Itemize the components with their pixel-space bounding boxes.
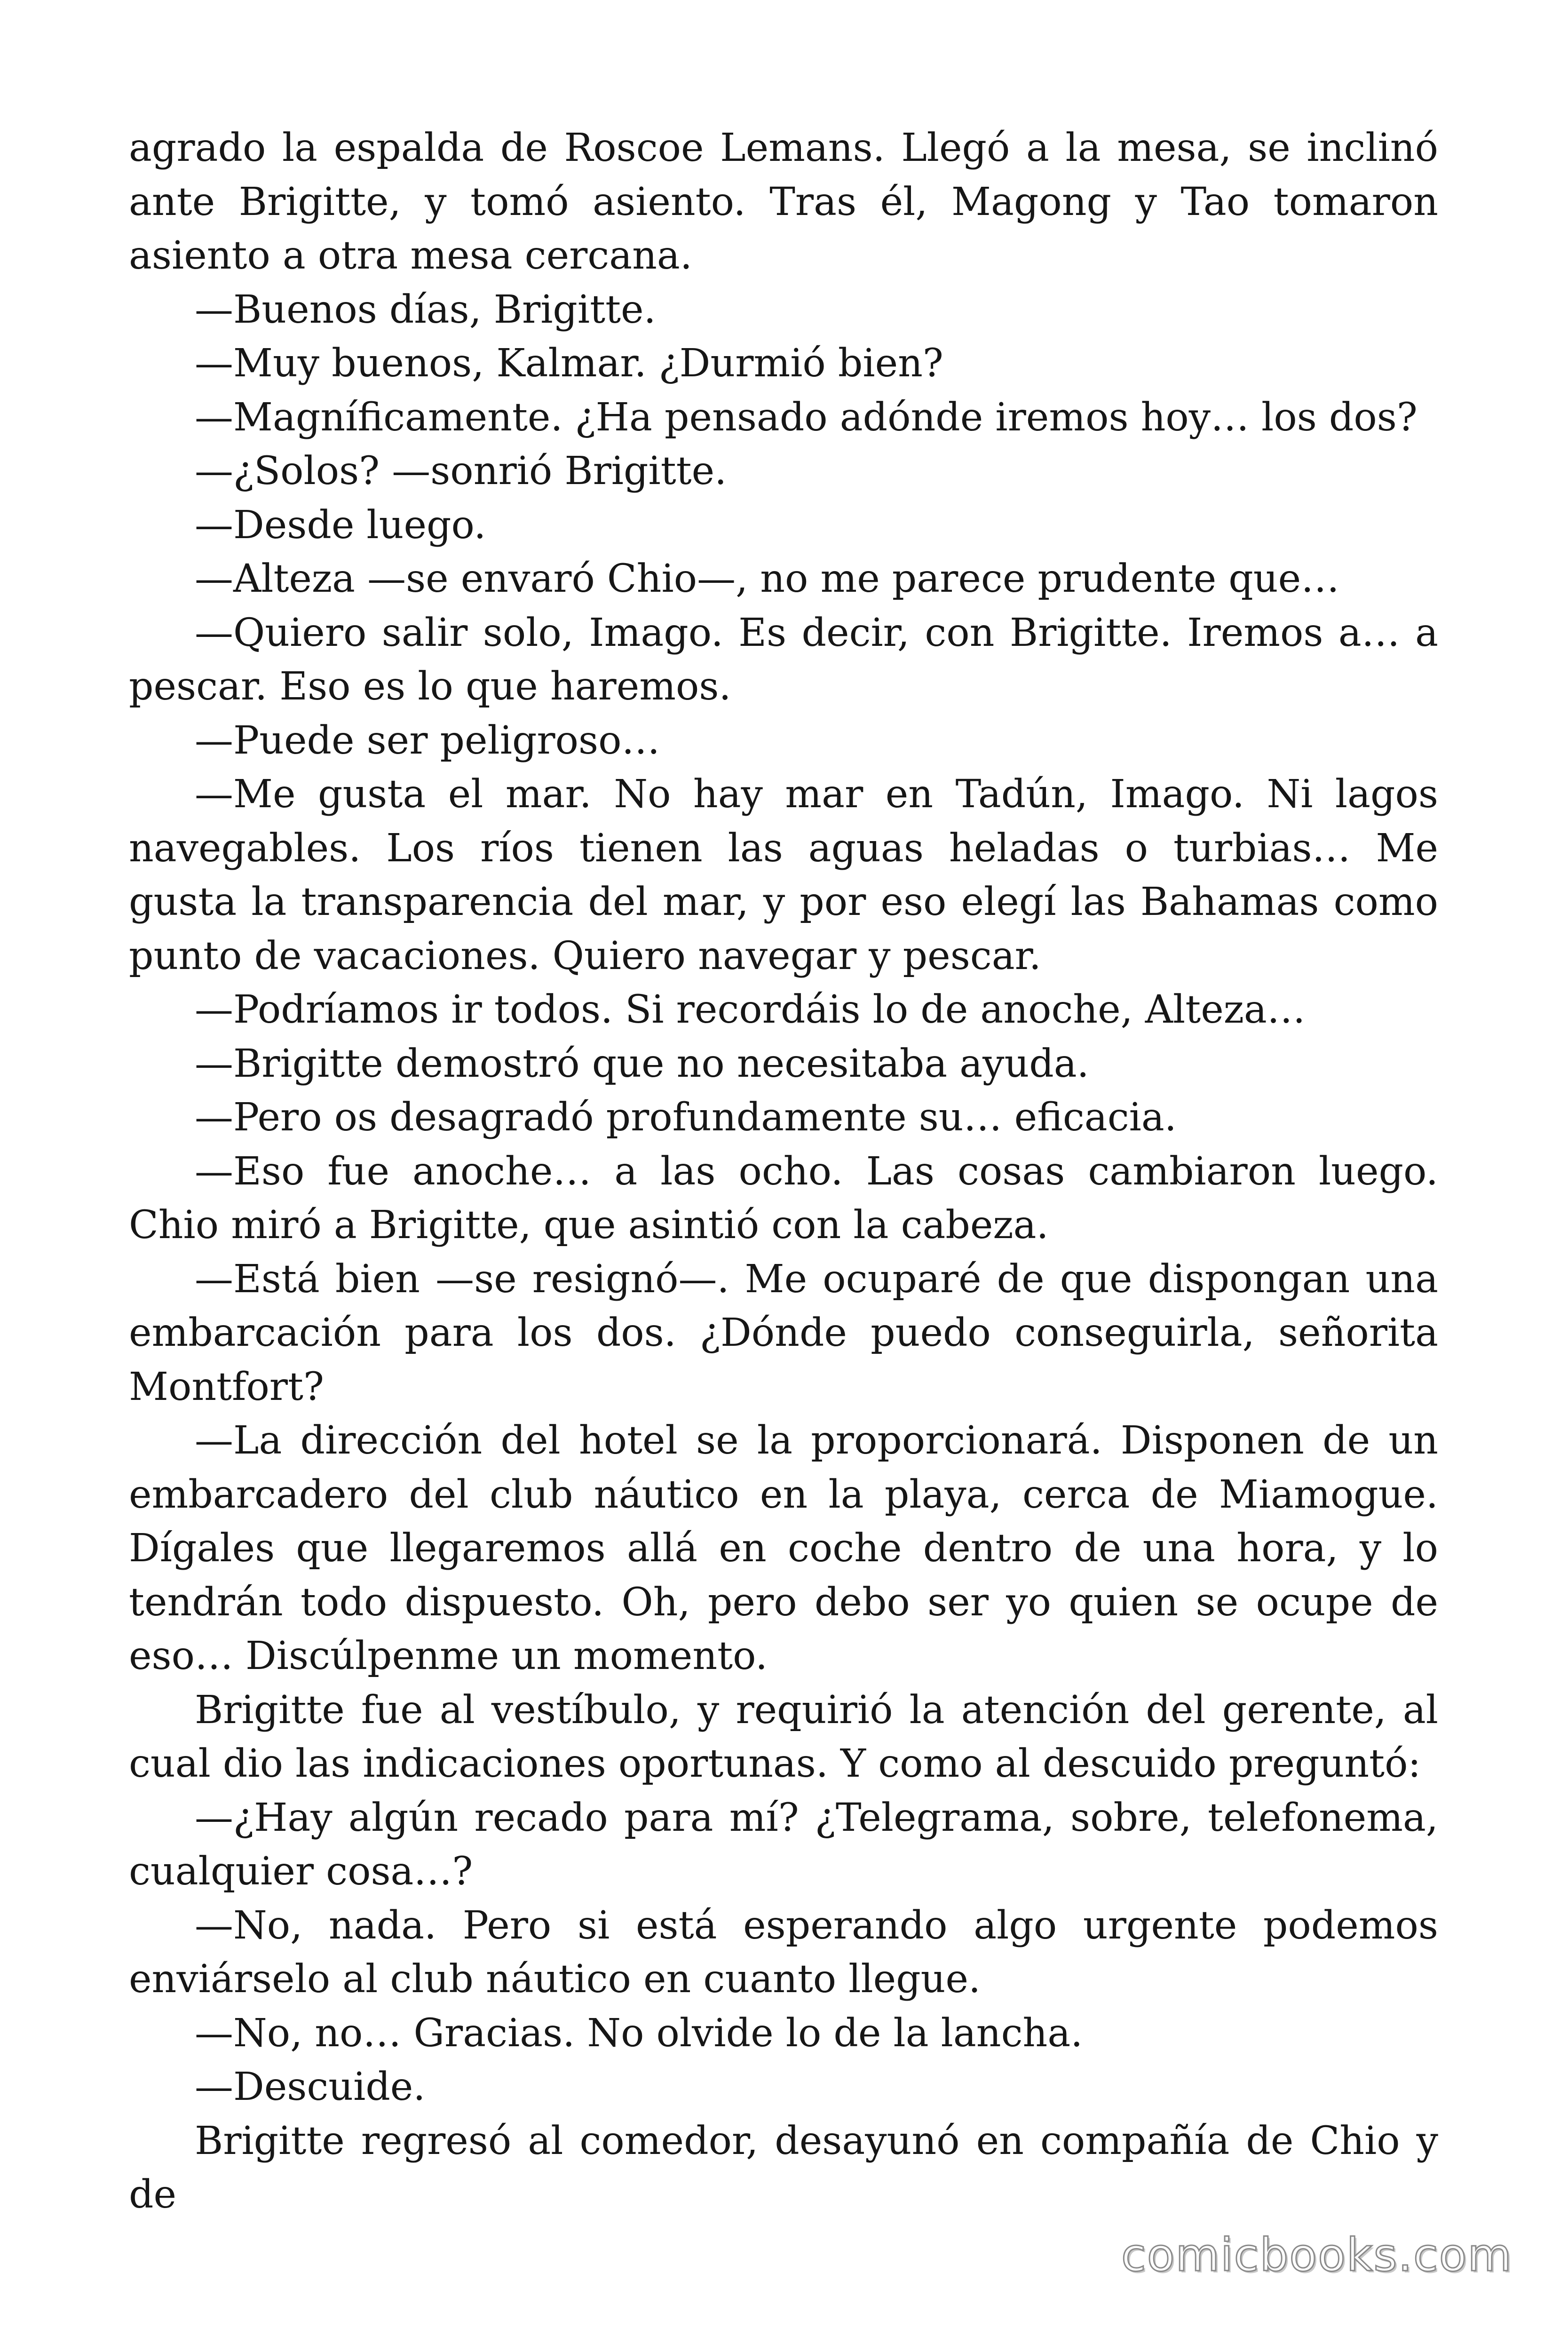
paragraph-11: —Podríamos ir todos. Si recordáis lo de anoche, Alteza…	[195, 987, 1306, 1032]
paragraph-13: —Pero os desagradó profundamente su… eficacia.	[195, 1095, 1177, 1140]
paragraph-17: Brigitte fue al vestíbulo, y requirió la atención del gerente, al cual dio las indicaciones oportunas. Y como al descuido preguntó:	[129, 1687, 1438, 1786]
paragraph-1: agrado la espalda de Roscoe Lemans. Llegó a la mesa, se inclinó ante Brigitte, y tomó asiento. Tras él, Magong y Tao tomaron asiento a otra mesa cercana.	[129, 126, 1438, 278]
paragraph-8: —Quiero salir solo, Imago. Es decir, con Brigitte. Iremos a… a pescar. Eso es lo que haremos.	[129, 610, 1438, 709]
paragraph-15: —Está bien —se resignó—. Me ocuparé de que dispongan una embarcación para los dos. ¿Dónde puedo conseguirla, señorita Montfort?	[129, 1256, 1438, 1409]
paragraph-12: —Brigitte demostró que no necesitaba ayuda.	[195, 1041, 1089, 1086]
paragraph-18: —¿Hay algún recado para mí? ¿Telegrama, sobre, telefonema, cualquier cosa…?	[129, 1795, 1438, 1894]
paragraph-6: —Desde luego.	[195, 502, 486, 548]
paragraph-22: Brigitte regresó al comedor, desayunó en compañía de Chio y de	[129, 2118, 1438, 2217]
paragraph-10: —Me gusta el mar. No hay mar en Tadún, Imago. Ni lagos navegables. Los ríos tienen las aguas heladas o turbias… Me gusta la transparencia del mar, y por eso elegí las Bahamas como punto de vacaciones. Quiero navegar y pescar.	[129, 772, 1438, 978]
paragraph-4: —Magníficamente. ¿Ha pensado adónde iremos hoy… los dos?	[195, 395, 1418, 440]
paragraph-2: —Buenos días, Brigitte.	[195, 287, 656, 332]
watermark-logo: comicbooks.com	[1121, 2229, 1513, 2281]
paragraph-20: —No, no… Gracias. No olvide lo de la lancha.	[195, 2010, 1083, 2056]
paragraph-9: —Puede ser peligroso…	[195, 718, 660, 763]
paragraph-7: —Alteza —se envaró Chio—, no me parece prudente que…	[195, 556, 1340, 601]
paragraph-14: —Eso fue anoche… a las ocho. Las cosas cambiaron luego. Chio miró a Brigitte, que asintió con la cabeza.	[129, 1149, 1438, 1248]
body-text	[129, 121, 1438, 2222]
paragraph-3: —Muy buenos, Kalmar. ¿Durmió bien?	[195, 341, 943, 386]
paragraph-19: —No, nada. Pero si está esperando algo urgente podemos enviárselo al club náutico en cuanto llegue.	[129, 1903, 1438, 2002]
paragraph-5: —¿Solos? —sonrió Brigitte.	[195, 449, 727, 493]
paragraph-21: —Descuide.	[195, 2065, 426, 2109]
paragraph-16: —La dirección del hotel se la proporcionará. Disponen de un embarcadero del club náutico en la playa, cerca de Miamogue. Dígales que llegaremos allá en coche dentro de una hora, y lo tendrán todo dispuesto. Oh, pero debo ser yo quien se ocupe de eso… Discúlpenme un momento.	[129, 1418, 1438, 1678]
